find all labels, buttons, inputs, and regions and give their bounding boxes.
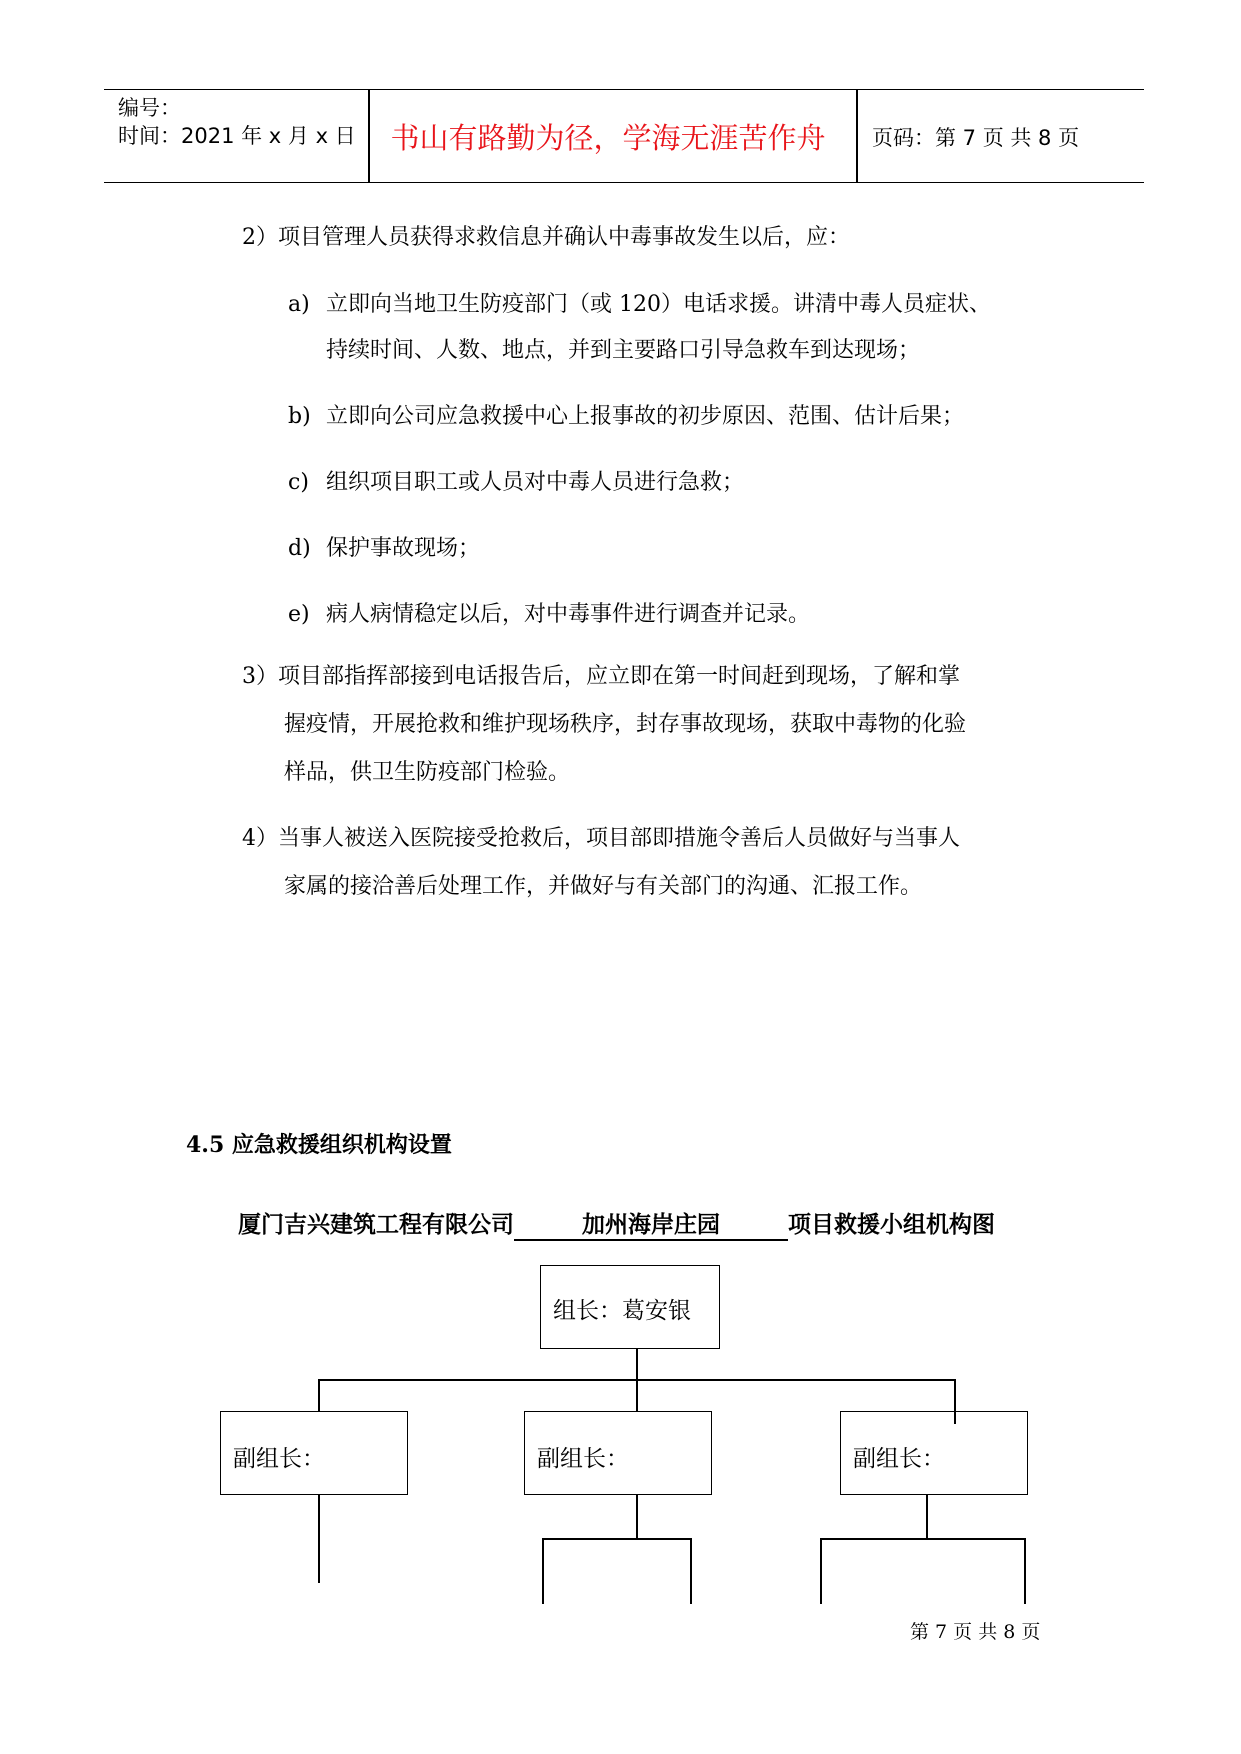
deputy-box-3	[840, 1411, 1028, 1495]
org-chart-project: 加州海岸庄园	[514, 1206, 788, 1241]
leader-box	[540, 1265, 720, 1349]
item-b-label: b)	[288, 404, 311, 429]
time-label: 时间：2021 年 x 月 x 日	[118, 124, 356, 148]
org-chart-title	[238, 1206, 995, 1241]
connector-line	[318, 1379, 320, 1411]
item-e-label: e)	[288, 602, 310, 627]
item-4-line2: 家属的接洽善后处理工作，并做好与有关部门的沟通、汇报工作。	[284, 874, 923, 899]
header-divider	[856, 90, 858, 182]
org-chart-company: 厦门吉兴建筑工程有限公司	[238, 1211, 514, 1238]
connector-line	[1024, 1538, 1026, 1604]
header-page-code: 页码：第 7 页 共 8 页	[872, 126, 1080, 150]
item-c-line1: 组织项目职工或人员对中毒人员进行急救；	[326, 470, 745, 495]
page-footer: 第 7 页 共 8 页	[910, 1621, 1041, 1643]
item-2: 2）项目管理人员获得求救信息并确认中毒事故发生以后，应：	[242, 225, 850, 250]
item-a-label: a)	[288, 292, 310, 317]
item-c-label: c)	[288, 470, 309, 495]
item-3-line3: 样品，供卫生防疫部门检验。	[284, 760, 571, 785]
item-3-line2: 握疫情，开展抢救和维护现场秩序，封存事故现场，获取中毒物的化验	[284, 712, 967, 737]
connector-line	[926, 1495, 928, 1539]
connector-line	[542, 1538, 692, 1540]
connector-line	[542, 1538, 544, 1604]
item-a-line1: 立即向当地卫生防疫部门（或 120）电话求援。讲清中毒人员症状、	[326, 292, 991, 317]
connector-line	[690, 1538, 692, 1604]
item-a-line2: 持续时间、人数、地点，并到主要路口引导急救车到达现场；	[326, 338, 921, 363]
deputy-box-1	[220, 1411, 408, 1495]
item-d-line1: 保护事故现场；	[326, 536, 481, 561]
connector-line	[636, 1495, 638, 1539]
connector-line	[636, 1379, 638, 1411]
connector-line	[636, 1349, 638, 1380]
org-chart-suffix: 项目救援小组机构图	[788, 1211, 995, 1238]
item-3-line1: 3）项目部指挥部接到电话报告后，应立即在第一时间赶到现场，了解和掌	[242, 664, 960, 689]
connector-line	[820, 1538, 1026, 1540]
item-4-line1: 4）当事人被送入医院接受抢救后，项目部即措施令善后人员做好与当事人	[242, 826, 960, 851]
header-motto: 书山有路勤为径，学海无涯苦作舟	[390, 121, 826, 155]
leader-label: 组长：葛安银	[553, 1298, 691, 1324]
item-b-line1: 立即向公司应急救援中心上报事故的初步原因、范围、估计后果；	[326, 404, 965, 429]
deputy-label-1: 副组长：	[233, 1446, 325, 1472]
section-title: 4.5 应急救援组织机构设置	[186, 1132, 452, 1158]
serial-label: 编号：	[118, 96, 181, 120]
item-d-label: d)	[288, 536, 311, 561]
page-header	[104, 89, 1144, 183]
deputy-box-2	[524, 1411, 712, 1495]
deputy-label-3: 副组长：	[853, 1446, 945, 1472]
deputy-label-2: 副组长：	[537, 1446, 629, 1472]
header-meta	[118, 94, 356, 150]
connector-line	[820, 1538, 822, 1604]
connector-line	[318, 1495, 320, 1583]
item-e-line1: 病人病情稳定以后，对中毒事件进行调查并记录。	[326, 602, 811, 627]
